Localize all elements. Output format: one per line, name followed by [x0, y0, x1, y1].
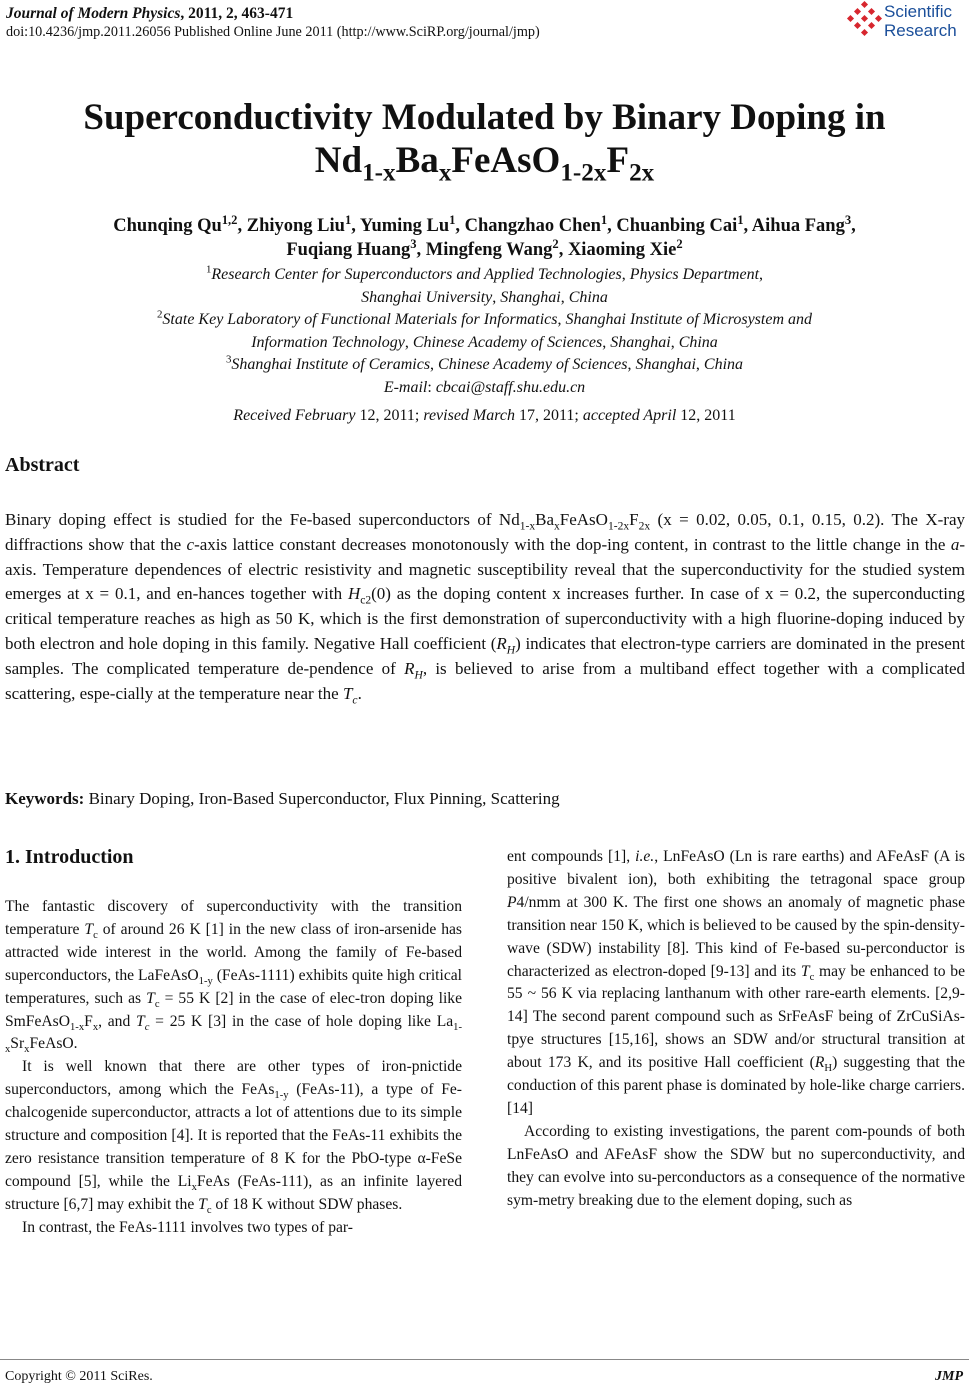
doi-line: doi:10.4236/jmp.2011.26056 Published Online June 2011 (http://www.SciRP.org/journal/jmp)	[6, 24, 540, 40]
logo-word-research: Research	[884, 21, 957, 40]
right-column	[507, 846, 965, 1213]
email-link[interactable]: cbcai@staff.shu.edu.cn	[435, 378, 586, 396]
footer-copyright: Copyright © 2011 SciRes.	[5, 1369, 153, 1384]
paragraph: The fantastic discovery of superconductivity with the transition temperature $T_c$ of around 26 K [1] in the new class of iron-arsenide has attracted wide interest in the world. Among the family of Fe-based superconductors, the LaFeAsO$_{1-y}$ (FeAs-1111) exhibits quite high critical temperatures, such as $T_c = 55$ K [2] in the case of elec-tron doping like $SmFeAsO_{1-x}F_x$, and $T_c = 25$ K [3] in the case of hole doping like $La_{1-x}Sr_xFeAsO$.	[5, 898, 462, 1056]
author: Xiaoming Xie	[567, 240, 677, 260]
section-heading-introduction: 1. Introduction	[5, 846, 134, 868]
scirp-logo	[846, 0, 968, 42]
author-email: E-mail: cbcai@staff.shu.edu.cn	[383, 378, 586, 396]
author-list	[0, 214, 969, 262]
affiliation-2-line-2: Information Technology, Chinese Academy of Sciences, Shanghai, China	[251, 333, 718, 351]
author: Yuming Lu	[359, 216, 450, 236]
paragraph: According to existing investigations, the parent com-pounds of both LnFeAsO and AFeAsF show the SDW but no superconductivity, and they can evolve into su-perconductors as a consequence of the normative sym-metry breaking due to the element doping, such as	[507, 1122, 965, 1209]
footer-journal-abbr: JMP	[935, 1369, 963, 1384]
author-line-2: Fuqiang Huang$^3$, Mingfeng Wang$^2$, Xiaoming Xie$^2$	[286, 236, 683, 260]
journal-name: Journal of Modern Physics	[6, 5, 181, 22]
author-line-1: Chunqing Qu$^{1,2}$, Zhiyong Liu$^1$, Yuming Lu$^1$, Changzhao Chen$^1$, Chuanbing Cai$^1$, Aihua Fang$^3$,	[113, 212, 856, 236]
author: Chunqing Qu	[113, 216, 222, 236]
journal-header	[6, 5, 686, 41]
author: Chuanbing Cai	[616, 216, 738, 236]
journal-volume: , 2011, 2, 463-471	[180, 5, 294, 22]
scirp-logo-text	[884, 2, 957, 40]
affiliation-1-line-1: $^1$Research Center for Superconductors and Applied Technologies, Physics Department,	[205, 263, 764, 283]
author: Mingfeng Wang	[425, 240, 553, 260]
author: Fuqiang Huang	[286, 240, 411, 260]
abstract-body: Binary doping effect is studied for the Fe-based superconductors of $Nd_{1-x}Ba_xFeAsO_{1-2x}F_{2x}$ (x = 0.02, 0.05, 0.1, 0.15, 0.2). The X-ray diffractions show that the c-axis lattice constant decreases monotonously with the dop-ing content, in contrast to the little change in the a-axis. Temperature dependences of electric resistivity and magnetic susceptibility reveal that the superconductivity for the studied system emerges at x = 0.1, and en-hances together with $H_{c2}(0)$ as the doping content x increases further. In case of x = 0.2, the superconducting critical temperature reaches as high as 50 K, which is the first demonstration of superconductivity with a high fluorine-doping induced by both electron and hole doping in this family. Negative Hall coefficient $(R_H)$ indicates that electron-type carriers are dominated in the present samples. The complicated temperature de-pendence of $R_H$, is believed to arise from a multiband effect together with a complicated scattering, espe-cially at the temperature near the $T_c$.	[5, 510, 965, 706]
footer-divider	[0, 1359, 969, 1360]
journal-citation	[6, 5, 686, 23]
affiliation-2-line-1: $^2$State Key Laboratory of Functional Materials for Informatics, Shanghai Institute of Microsystem and	[156, 308, 813, 328]
left-column	[5, 896, 462, 1240]
title-line-1: Superconductivity Modulated by Binary Doping in	[83, 97, 886, 138]
author: Zhiyong Liu	[246, 216, 345, 236]
author: Changzhao Chen	[464, 216, 601, 236]
logo-word-scientific: Scientific	[884, 2, 953, 21]
paper-title	[0, 96, 969, 187]
affiliation-1-line-2: Shanghai University, Shanghai, China	[361, 288, 608, 306]
author: Aihua Fang	[751, 216, 845, 236]
title-formula: $Nd_{1-x}Ba_xFeAsO_{1-2x}F_{2x}$	[314, 140, 655, 187]
paragraph: ent compounds [1], i.e., LnFeAsO (Ln is rare earths) and AFeAsF (A is positive bivalent ion), both exhibiting the tetragonal space group P4/nmm at 300 K. The first one shows an anomaly of magnetic phase transition near 150 K, which is believed to be caused by the spin-density-wave (SDW) instability [8]. This kind of Fe-based su-perconductor is characterized as electron-doped [9-13] and its $T_c$ may be enhanced to be 55 ~ 56 K via replacing lanthanum with other rare-earth elements. [2,9-14] The second parent compound such as SrFeAsF being of ZrCuSiAs-tpye structures [15,16], shows an SDW and/or structural transition at about 173 K, and its positive Hall coefficient $(R_H)$ suggesting that the conduction of this parent phase is dominated by hole-like charge carriers. [14]	[507, 848, 966, 1117]
received-dates: Received February 12, 2011; revised March 17, 2011; accepted April 12, 2011	[233, 407, 736, 424]
keywords: Keywords: Binary Doping, Iron-Based Superconductor, Flux Pinning, Scattering	[5, 789, 560, 808]
abstract-heading: Abstract	[5, 454, 80, 476]
paragraph: In contrast, the FeAs-1111 involves two types of par-	[22, 1218, 353, 1236]
paragraph: It is well known that there are other types of iron-pnictide superconductors, among which the FeAs$_{1-y}$ (FeAs-11), a type of Fe-chalcogenide superconductor, attracts a lot of attentions due to its simple structure and composition [4]. It is reported that the FeAs-11 exhibits the zero resistance transition temperature of 8 K for the PbO-type α-FeSe compound [5], while the $Li_xFeAs$ (FeAs-111), as an infinite layered structure [6,7] may exhibit the $T_c$ of 18 K without SDW phases.	[5, 1058, 463, 1216]
affiliations	[0, 264, 969, 399]
affiliation-3: $^3$Shanghai Institute of Ceramics, Chinese Academy of Sciences, Shanghai, China	[225, 353, 744, 373]
scirp-logo-icon	[846, 0, 882, 40]
